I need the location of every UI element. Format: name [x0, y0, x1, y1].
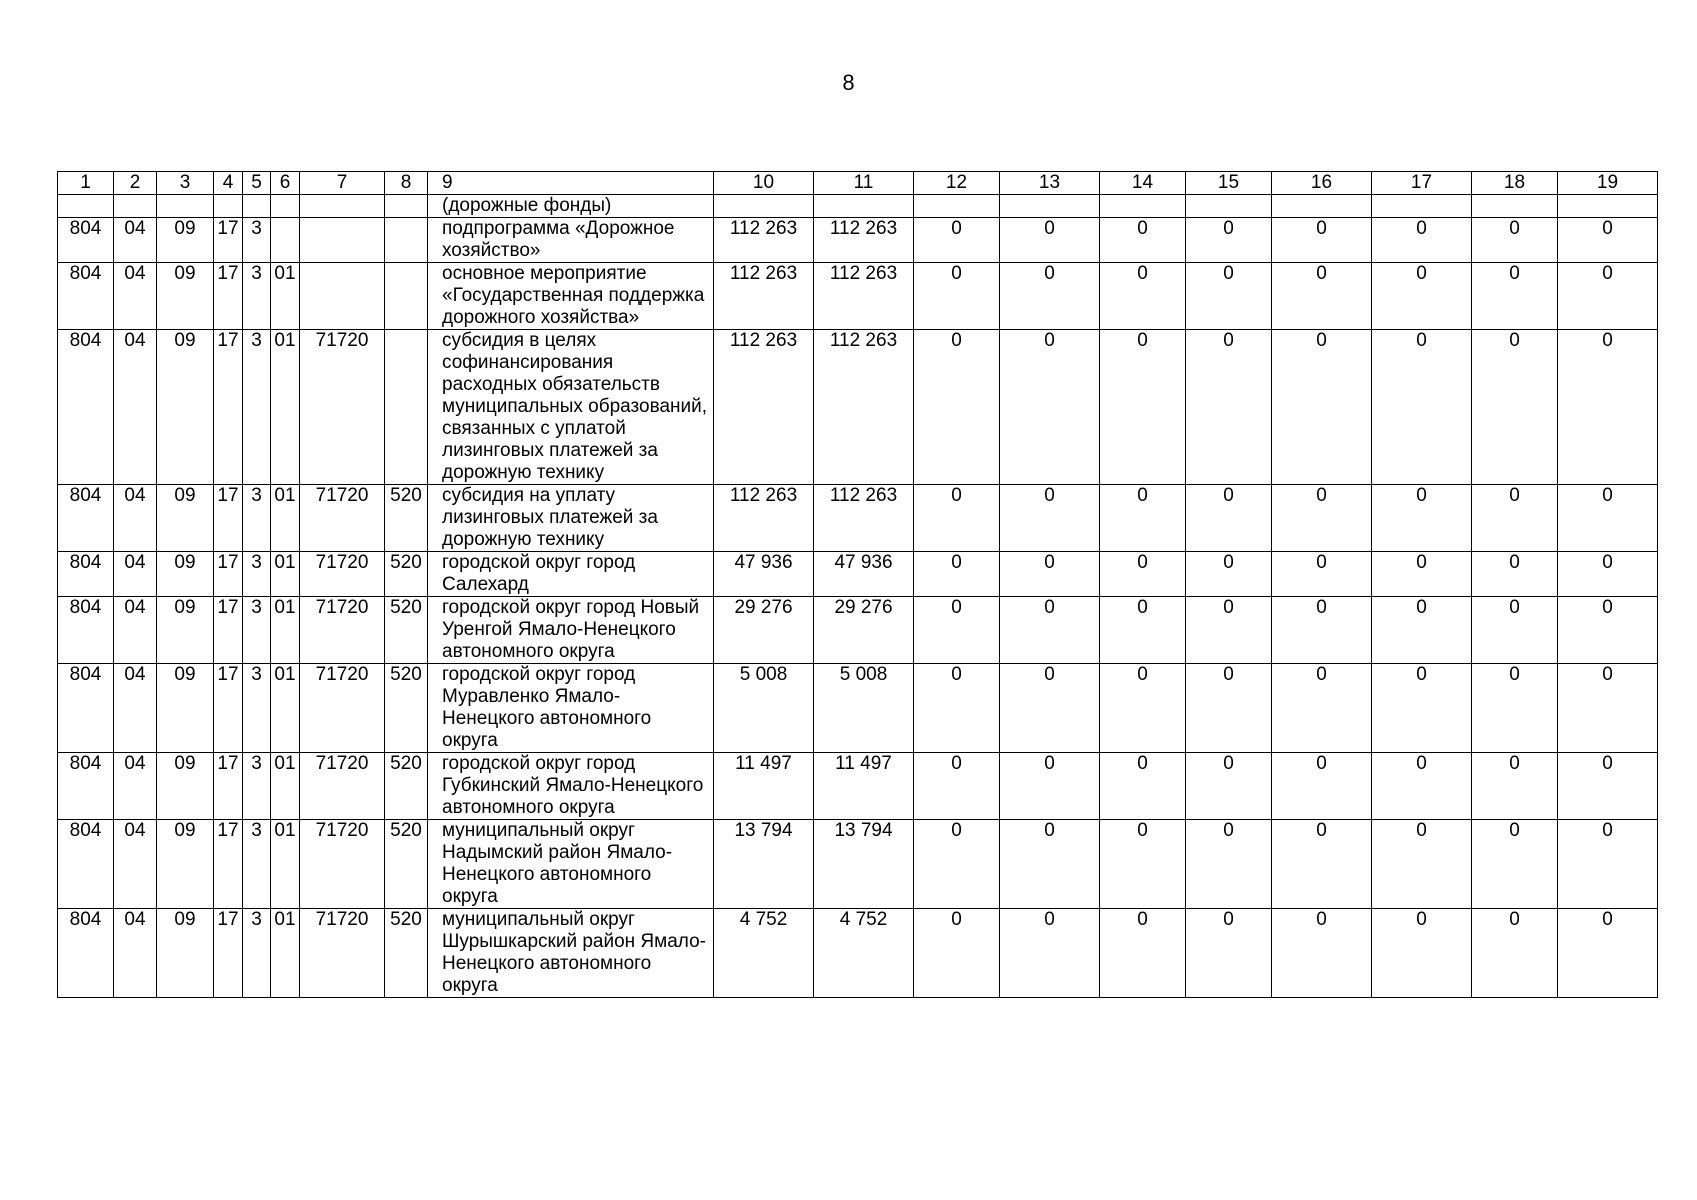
table-cell-col-11: 112 263: [814, 218, 914, 263]
table-cell-col-18: 0: [1472, 820, 1558, 909]
header-cell-col-13: 13: [1000, 172, 1100, 195]
table-cell-col-5: 3: [243, 909, 271, 998]
table-cell-col-14: 0: [1100, 820, 1186, 909]
table-cell-col-6: 01: [271, 485, 300, 552]
table-cell-col-6: 01: [271, 330, 300, 485]
table-cell-col-12: 0: [914, 597, 1000, 664]
table-cell-col-9: городской округ город Салехард: [428, 552, 714, 597]
table-cell-col-3: 09: [157, 820, 214, 909]
budget-table: [57, 171, 1658, 998]
table-cell-col-7: 71720: [300, 597, 385, 664]
header-cell-col-5: 5: [243, 172, 271, 195]
table-cell-col-3: 09: [157, 597, 214, 664]
table-row: [58, 218, 1658, 263]
table-cell-col-12: 0: [914, 909, 1000, 998]
table-cell-col-16: 0: [1272, 820, 1372, 909]
table-cell-col-4: 17: [214, 597, 243, 664]
table-cell-col-5: 3: [243, 218, 271, 263]
table-cell-col-10: 4 752: [714, 909, 814, 998]
table-cell-col-13: [1000, 195, 1100, 218]
table-cell-col-14: 0: [1100, 552, 1186, 597]
table-cell-col-19: 0: [1558, 218, 1658, 263]
table-cell-col-8: 520: [385, 597, 428, 664]
table-cell-col-9: подпрограмма «Дорожное хозяйство»: [428, 218, 714, 263]
table-cell-col-8: 520: [385, 552, 428, 597]
table-cell-col-5: 3: [243, 597, 271, 664]
table-cell-col-1: 804: [58, 330, 114, 485]
table-cell-col-13: 0: [1000, 597, 1100, 664]
table-cell-col-7: [300, 263, 385, 330]
table-cell-col-19: 0: [1558, 485, 1658, 552]
table-cell-col-4: 17: [214, 330, 243, 485]
table-cell-col-4: [214, 195, 243, 218]
table-row: [58, 753, 1658, 820]
table-row: [58, 820, 1658, 909]
table-cell-col-16: 0: [1272, 485, 1372, 552]
table-cell-col-14: 0: [1100, 664, 1186, 753]
table-cell-col-16: 0: [1272, 218, 1372, 263]
table-cell-col-3: 09: [157, 909, 214, 998]
table-row: [58, 195, 1658, 218]
table-cell-col-14: 0: [1100, 218, 1186, 263]
table-cell-col-7: 71720: [300, 485, 385, 552]
header-cell-col-11: 11: [814, 172, 914, 195]
header-cell-col-10: 10: [714, 172, 814, 195]
table-cell-col-5: 3: [243, 330, 271, 485]
header-cell-col-16: 16: [1272, 172, 1372, 195]
table-cell-col-1: 804: [58, 485, 114, 552]
table-cell-col-15: 0: [1186, 820, 1272, 909]
table-cell-col-8: 520: [385, 820, 428, 909]
table-cell-col-1: [58, 195, 114, 218]
table-cell-col-16: 0: [1272, 664, 1372, 753]
table-cell-col-16: 0: [1272, 597, 1372, 664]
table-cell-col-8: [385, 263, 428, 330]
header-cell-col-2: 2: [114, 172, 157, 195]
table-cell-col-18: 0: [1472, 552, 1558, 597]
table-cell-col-12: 0: [914, 820, 1000, 909]
table-cell-col-9: городской округ город Муравленко Ямало-Ненецкого автономного округа: [428, 664, 714, 753]
table-cell-col-9: субсидия в целях софинансирования расходных обязательств муниципальных образований, связанных с уплатой лизинговых платежей за дорожную технику: [428, 330, 714, 485]
table-cell-col-17: 0: [1372, 909, 1472, 998]
table-cell-col-9: (дорожные фонды): [428, 195, 714, 218]
table-cell-col-11: 112 263: [814, 330, 914, 485]
table-cell-col-6: 01: [271, 909, 300, 998]
table-cell-col-19: 0: [1558, 820, 1658, 909]
header-cell-col-14: 14: [1100, 172, 1186, 195]
table-cell-col-14: 0: [1100, 753, 1186, 820]
table-cell-col-17: 0: [1372, 485, 1472, 552]
table-cell-col-10: 112 263: [714, 263, 814, 330]
table-cell-col-3: 09: [157, 552, 214, 597]
table-row: [58, 263, 1658, 330]
table-cell-col-11: 112 263: [814, 263, 914, 330]
table-cell-col-19: [1558, 195, 1658, 218]
table-row: [58, 597, 1658, 664]
table-cell-col-19: 0: [1558, 263, 1658, 330]
table-cell-col-7: 71720: [300, 330, 385, 485]
table-cell-col-4: 17: [214, 263, 243, 330]
table-cell-col-4: 17: [214, 820, 243, 909]
table-cell-col-18: 0: [1472, 218, 1558, 263]
table-cell-col-17: 0: [1372, 664, 1472, 753]
table-cell-col-13: 0: [1000, 218, 1100, 263]
table-cell-col-1: 804: [58, 820, 114, 909]
table-cell-col-10: 112 263: [714, 330, 814, 485]
table-cell-col-16: 0: [1272, 552, 1372, 597]
table-cell-col-16: 0: [1272, 909, 1372, 998]
table-cell-col-18: 0: [1472, 753, 1558, 820]
table-cell-col-6: 01: [271, 753, 300, 820]
table-cell-col-10: 11 497: [714, 753, 814, 820]
table-cell-col-17: 0: [1372, 330, 1472, 485]
table-cell-col-12: 0: [914, 753, 1000, 820]
table-row: [58, 664, 1658, 753]
table-cell-col-2: 04: [114, 218, 157, 263]
table-cell-col-7: 71720: [300, 664, 385, 753]
header-cell-col-7: 7: [300, 172, 385, 195]
table-cell-col-12: 0: [914, 664, 1000, 753]
table-cell-col-3: 09: [157, 753, 214, 820]
table-cell-col-14: [1100, 195, 1186, 218]
table-cell-col-16: 0: [1272, 753, 1372, 820]
table-cell-col-4: 17: [214, 218, 243, 263]
table-cell-col-1: 804: [58, 263, 114, 330]
table-cell-col-11: 5 008: [814, 664, 914, 753]
table-cell-col-16: [1272, 195, 1372, 218]
table-cell-col-2: [114, 195, 157, 218]
table-cell-col-14: 0: [1100, 263, 1186, 330]
table-cell-col-2: 04: [114, 909, 157, 998]
table-cell-col-1: 804: [58, 552, 114, 597]
header-cell-col-1: 1: [58, 172, 114, 195]
table-cell-col-10: 5 008: [714, 664, 814, 753]
table-cell-col-6: 01: [271, 263, 300, 330]
table-cell-col-18: 0: [1472, 485, 1558, 552]
table-cell-col-13: 0: [1000, 820, 1100, 909]
table-cell-col-11: 13 794: [814, 820, 914, 909]
table-cell-col-10: 112 263: [714, 485, 814, 552]
table-cell-col-15: 0: [1186, 909, 1272, 998]
table-cell-col-19: 0: [1558, 330, 1658, 485]
table-cell-col-4: 17: [214, 664, 243, 753]
table-cell-col-19: 0: [1558, 664, 1658, 753]
table-cell-col-19: 0: [1558, 753, 1658, 820]
table-cell-col-15: 0: [1186, 485, 1272, 552]
table-cell-col-9: муниципальный округ Шурышкарский район Ямало-Ненецкого автономного округа: [428, 909, 714, 998]
table-cell-col-13: 0: [1000, 552, 1100, 597]
table-cell-col-18: 0: [1472, 330, 1558, 485]
table-cell-col-2: 04: [114, 664, 157, 753]
table-cell-col-11: [814, 195, 914, 218]
table-cell-col-8: 520: [385, 485, 428, 552]
table-cell-col-6: 01: [271, 820, 300, 909]
table-cell-col-1: 804: [58, 753, 114, 820]
table-cell-col-9: городской округ город Новый Уренгой Ямало-Ненецкого автономного округа: [428, 597, 714, 664]
table-cell-col-11: 4 752: [814, 909, 914, 998]
table-cell-col-16: 0: [1272, 263, 1372, 330]
table-cell-col-8: [385, 195, 428, 218]
table-cell-col-14: 0: [1100, 597, 1186, 664]
table-cell-col-6: 01: [271, 597, 300, 664]
table-cell-col-17: 0: [1372, 820, 1472, 909]
table-cell-col-15: 0: [1186, 753, 1272, 820]
table-cell-col-10: [714, 195, 814, 218]
table-cell-col-15: [1186, 195, 1272, 218]
table-cell-col-19: 0: [1558, 552, 1658, 597]
table-cell-col-9: городской округ город Губкинский Ямало-Ненецкого автономного округа: [428, 753, 714, 820]
header-cell-col-18: 18: [1472, 172, 1558, 195]
table-cell-col-17: 0: [1372, 753, 1472, 820]
table-cell-col-5: [243, 195, 271, 218]
table-cell-col-12: 0: [914, 330, 1000, 485]
table-cell-col-7: 71720: [300, 753, 385, 820]
header-cell-col-4: 4: [214, 172, 243, 195]
table-cell-col-6: [271, 195, 300, 218]
table-cell-col-3: [157, 195, 214, 218]
table-cell-col-18: [1472, 195, 1558, 218]
table-cell-col-4: 17: [214, 753, 243, 820]
table-cell-col-13: 0: [1000, 664, 1100, 753]
table-cell-col-5: 3: [243, 552, 271, 597]
table-cell-col-6: [271, 218, 300, 263]
table-cell-col-5: 3: [243, 820, 271, 909]
table-cell-col-6: 01: [271, 552, 300, 597]
table-row: [58, 909, 1658, 998]
page-number: 8: [842, 70, 855, 95]
table-cell-col-11: 29 276: [814, 597, 914, 664]
table-cell-col-18: 0: [1472, 597, 1558, 664]
table-cell-col-8: 520: [385, 753, 428, 820]
table-cell-col-15: 0: [1186, 552, 1272, 597]
header-cell-col-19: 19: [1558, 172, 1658, 195]
table-cell-col-7: 71720: [300, 552, 385, 597]
table-cell-col-10: 47 936: [714, 552, 814, 597]
table-cell-col-2: 04: [114, 753, 157, 820]
table-cell-col-19: 0: [1558, 597, 1658, 664]
table-cell-col-13: 0: [1000, 330, 1100, 485]
table-cell-col-2: 04: [114, 330, 157, 485]
table-cell-col-8: 520: [385, 664, 428, 753]
table-cell-col-10: 112 263: [714, 218, 814, 263]
table-cell-col-5: 3: [243, 263, 271, 330]
table-cell-col-8: 520: [385, 909, 428, 998]
table-cell-col-7: [300, 195, 385, 218]
table-cell-col-5: 3: [243, 753, 271, 820]
table-cell-col-17: 0: [1372, 597, 1472, 664]
table-cell-col-7: 71720: [300, 909, 385, 998]
table-header-row: [58, 172, 1658, 195]
table-cell-col-4: 17: [214, 909, 243, 998]
header-cell-col-9: 9: [428, 172, 714, 195]
header-cell-col-15: 15: [1186, 172, 1272, 195]
table-cell-col-7: [300, 218, 385, 263]
table-cell-col-5: 3: [243, 664, 271, 753]
table-cell-col-3: 09: [157, 218, 214, 263]
table-cell-col-9: муниципальный округ Надымский район Ямало-Ненецкого автономного округа: [428, 820, 714, 909]
table-cell-col-16: 0: [1272, 330, 1372, 485]
table-cell-col-18: 0: [1472, 263, 1558, 330]
table-cell-col-11: 11 497: [814, 753, 914, 820]
table-cell-col-9: основное мероприятие «Государственная поддержка дорожного хозяйства»: [428, 263, 714, 330]
table-cell-col-12: [914, 195, 1000, 218]
table-cell-col-2: 04: [114, 597, 157, 664]
table-cell-col-17: 0: [1372, 552, 1472, 597]
table-cell-col-15: 0: [1186, 218, 1272, 263]
table-cell-col-6: 01: [271, 664, 300, 753]
table-cell-col-2: 04: [114, 485, 157, 552]
header-cell-col-17: 17: [1372, 172, 1472, 195]
table-cell-col-14: 0: [1100, 330, 1186, 485]
table-cell-col-13: 0: [1000, 753, 1100, 820]
table-row: [58, 330, 1658, 485]
table-cell-col-10: 13 794: [714, 820, 814, 909]
table-cell-col-12: 0: [914, 485, 1000, 552]
header-cell-col-6: 6: [271, 172, 300, 195]
table-cell-col-4: 17: [214, 552, 243, 597]
table-cell-col-3: 09: [157, 263, 214, 330]
table-cell-col-5: 3: [243, 485, 271, 552]
table-cell-col-17: 0: [1372, 218, 1472, 263]
table-cell-col-12: 0: [914, 218, 1000, 263]
table-cell-col-10: 29 276: [714, 597, 814, 664]
table-row: [58, 552, 1658, 597]
table-cell-col-18: 0: [1472, 664, 1558, 753]
table-cell-col-2: 04: [114, 820, 157, 909]
table-cell-col-11: 47 936: [814, 552, 914, 597]
table-cell-col-15: 0: [1186, 664, 1272, 753]
table-cell-col-1: 804: [58, 664, 114, 753]
table-cell-col-1: 804: [58, 909, 114, 998]
table-cell-col-17: [1372, 195, 1472, 218]
table-cell-col-8: [385, 218, 428, 263]
table-cell-col-13: 0: [1000, 263, 1100, 330]
table-cell-col-14: 0: [1100, 909, 1186, 998]
table-cell-col-17: 0: [1372, 263, 1472, 330]
header-cell-col-12: 12: [914, 172, 1000, 195]
table-cell-col-7: 71720: [300, 820, 385, 909]
table-cell-col-2: 04: [114, 263, 157, 330]
table-cell-col-15: 0: [1186, 597, 1272, 664]
table-cell-col-12: 0: [914, 263, 1000, 330]
table-cell-col-4: 17: [214, 485, 243, 552]
table-cell-col-15: 0: [1186, 263, 1272, 330]
table-cell-col-14: 0: [1100, 485, 1186, 552]
table-cell-col-18: 0: [1472, 909, 1558, 998]
table-cell-col-13: 0: [1000, 485, 1100, 552]
table-cell-col-1: 804: [58, 597, 114, 664]
table-cell-col-15: 0: [1186, 330, 1272, 485]
header-cell-col-8: 8: [385, 172, 428, 195]
table-cell-col-3: 09: [157, 330, 214, 485]
table-cell-col-13: 0: [1000, 909, 1100, 998]
table-cell-col-11: 112 263: [814, 485, 914, 552]
table-cell-col-8: [385, 330, 428, 485]
table-cell-col-12: 0: [914, 552, 1000, 597]
table-cell-col-3: 09: [157, 485, 214, 552]
table-cell-col-2: 04: [114, 552, 157, 597]
table-cell-col-3: 09: [157, 664, 214, 753]
table-row: [58, 485, 1658, 552]
table-cell-col-1: 804: [58, 218, 114, 263]
header-cell-col-3: 3: [157, 172, 214, 195]
table-cell-col-19: 0: [1558, 909, 1658, 998]
table-cell-col-9: субсидия на уплату лизинговых платежей за дорожную технику: [428, 485, 714, 552]
